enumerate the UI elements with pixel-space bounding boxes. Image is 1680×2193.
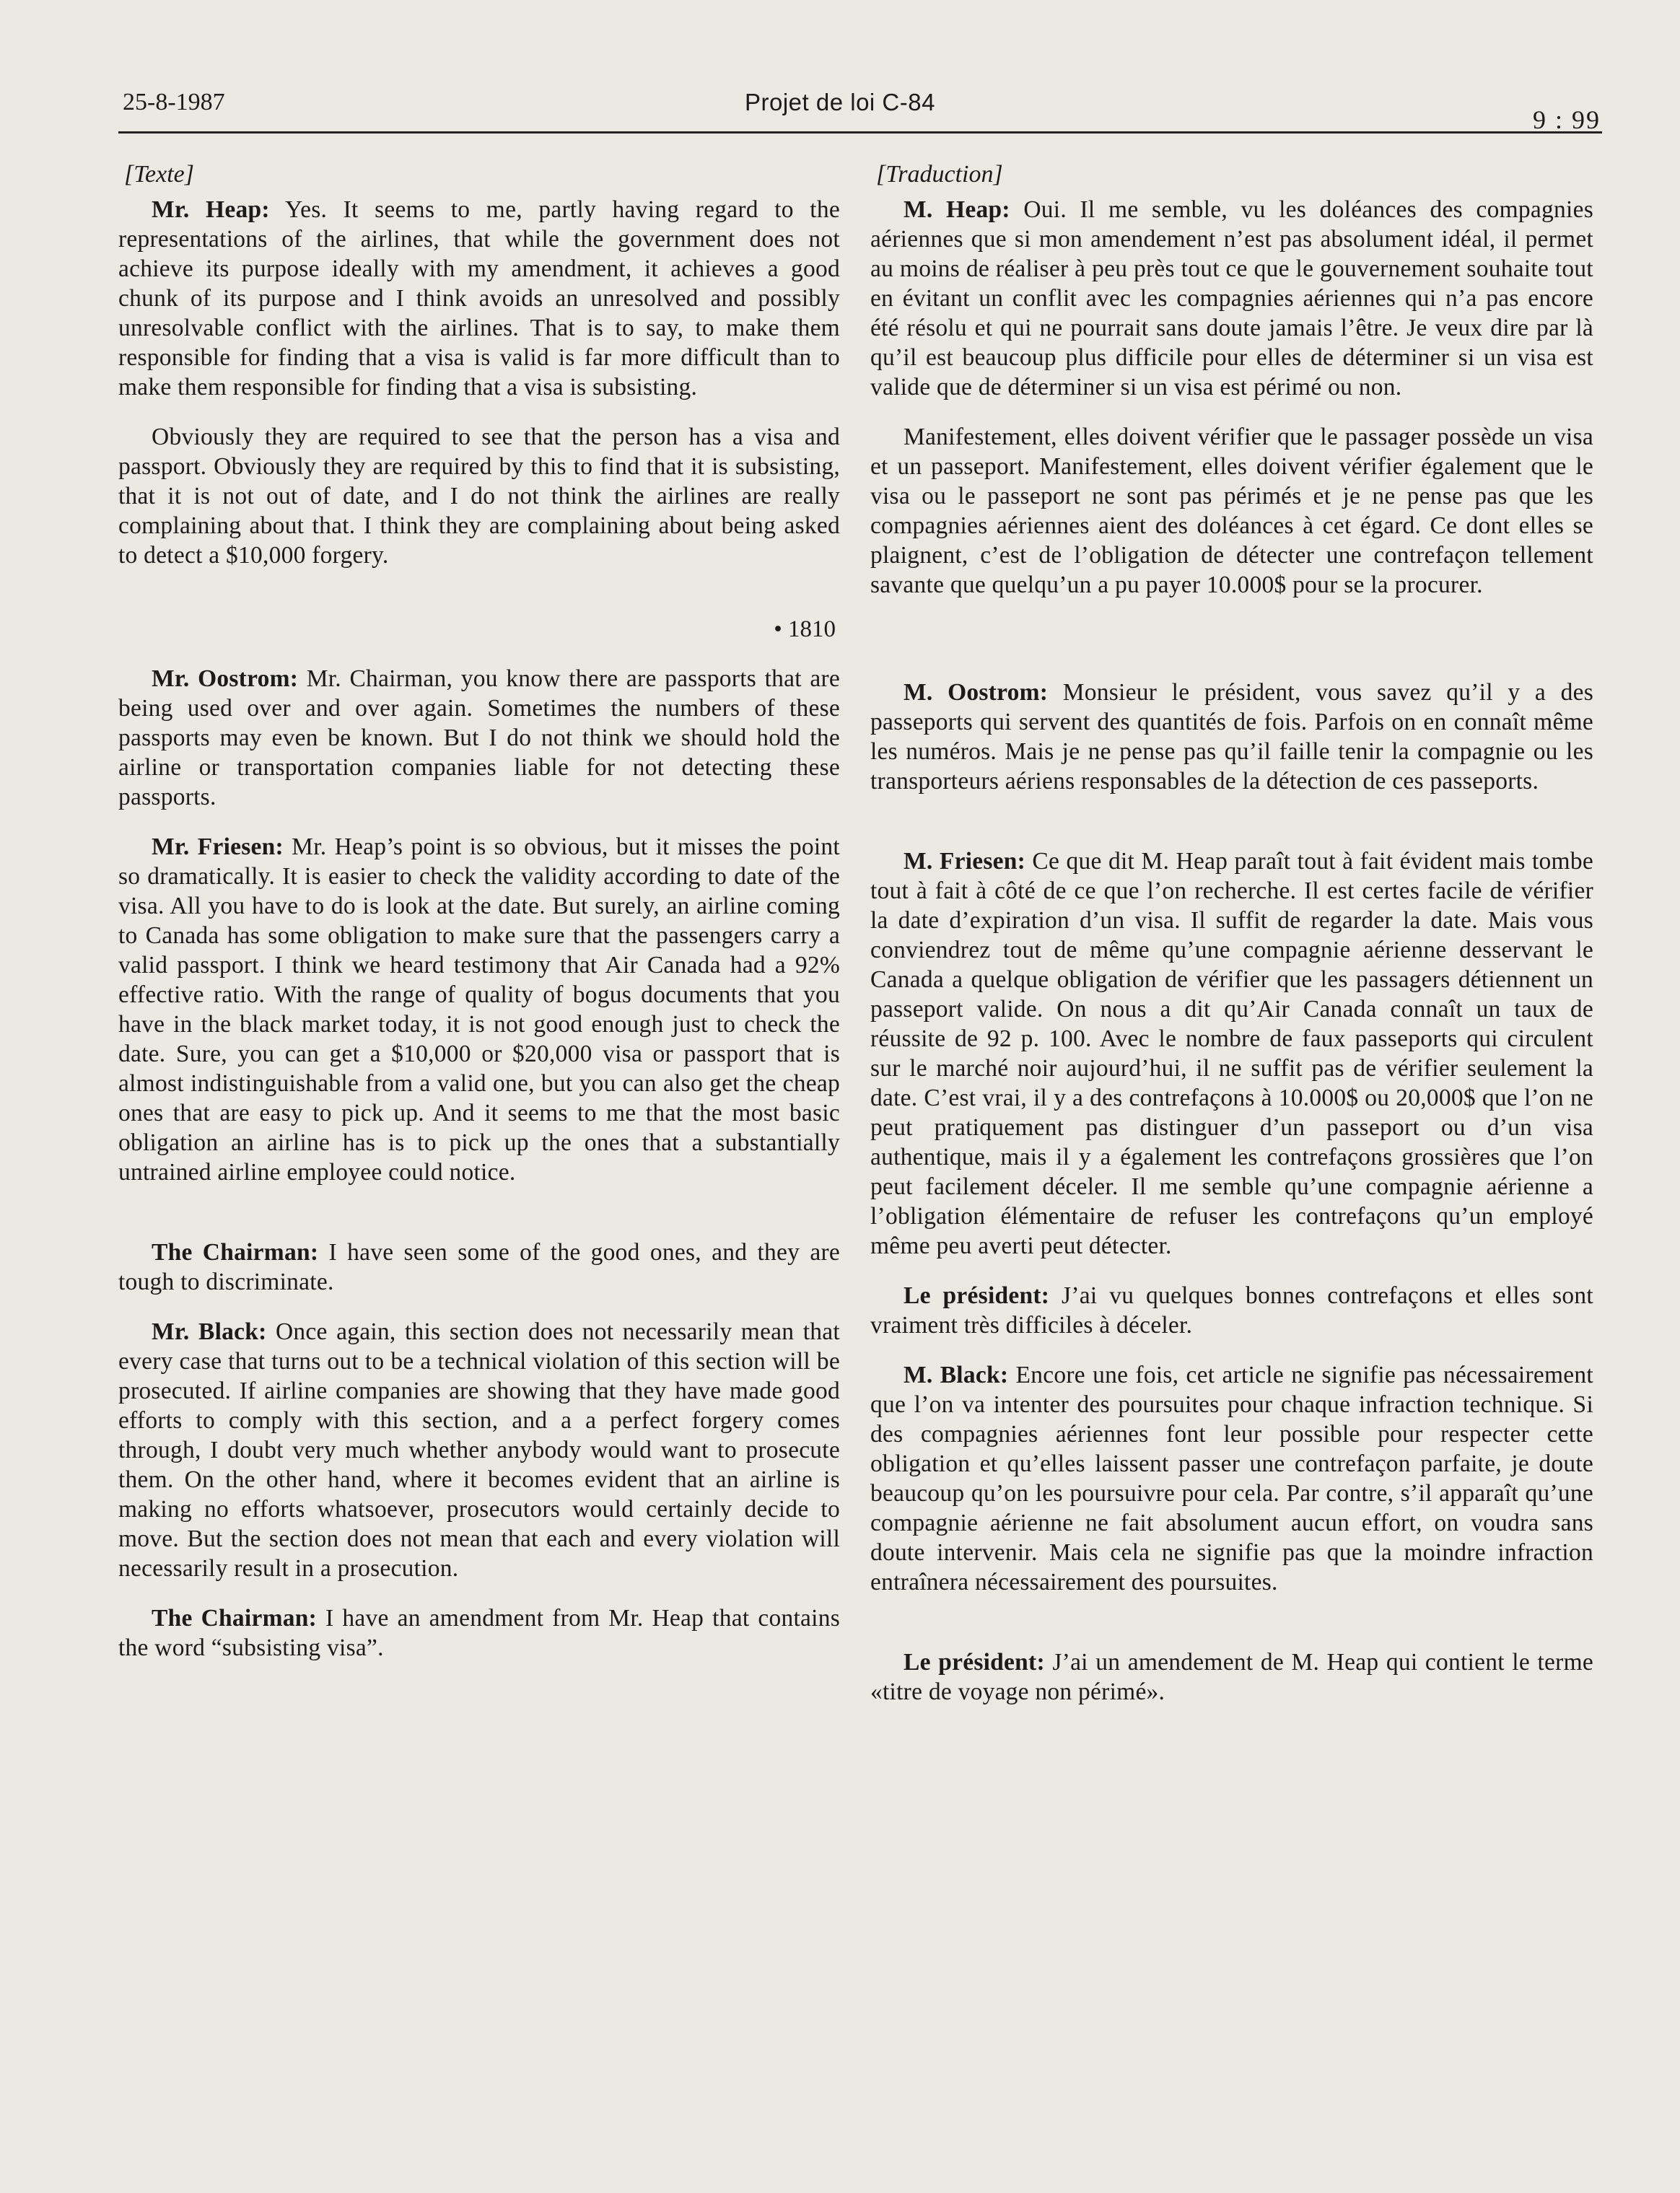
- header-rule: [118, 131, 1602, 133]
- paragraph-text: Oui. Il me semble, vu les doléances des compagnies aériennes que si mon amendement n’est pas absolument idéal, il permet au moins de réaliser à peu près tout ce que le gouvernement souhaite tout en évitant un conflit avec les compagnies aériennes qui n’a pas encore été résolu et qui ne pourrait sans doute jamais l’être. Je veux dire par là qu’il est beaucoup plus difficile pour elles de déterminer si un visa est valide que de déterminer si un visa est périmé ou non.: [870, 196, 1593, 400]
- paragraph-president-fr: [870, 1281, 1593, 1340]
- speaker-label: M. Friesen:: [904, 848, 1026, 875]
- speaker-label: M. Oostrom:: [904, 679, 1049, 706]
- paragraph-text: J’ai vu quelques bonnes contrefaçons et elles sont vraiment très difficiles à déceler.: [870, 1282, 1593, 1339]
- paragraph-heap-cont-fr: [870, 422, 1593, 600]
- column-label-traduction: [Traduction]: [876, 161, 1003, 188]
- speaker-label: Mr. Heap:: [152, 196, 270, 223]
- timestamp-marker: • 1810: [774, 616, 836, 642]
- paragraph-text: Ce que dit M. Heap paraît tout à fait évident mais tombe tout à fait à côté de ce que l’on recherche. Il est certes facile de vérifier la date d’expiration d’un visa. Il suffit de regarder la date. Mais vous conviendrez tout de même qu’une compagnie aérienne desservant le Canada a quelque obligation de vérifier que les passagers détiennent un passeport valide. On nous a dit qu’Air Canada connaît un taux de réussite de 92 p. 100. Avec le nombre de faux passeports qui circulent sur le marché noir aujourd’hui, il ne suffit pas de vérifier seulement la date. C’est vrai, il y a des contrefaçons à 10.000$ ou 20,000$ que l’on ne peut pratiquement pas distinguer d’un passeport ou d’un visa authentique, mais il y a également les contrefaçons grossières que l’on peut facilement déceler. Il me semble qu’une compagnie aérienne a l’obligation élémentaire de refuser les contrefaçons qu’un employé même peu averti peut détecter.: [870, 848, 1593, 1259]
- paragraph-text: Once again, this section does not necessarily mean that every case that turns out to be a technical violation of this section will be prosecuted. If airline companies are showing that they have made good efforts to comply with this section, and a a perfect forgery comes through, I doubt very much whether anybody would want to prosecute them. On the other hand, where it becomes evident that an airline is making no efforts whatsoever, prosecutors would certainly decide to move. But the section does not mean that each and every violation will necessarily result in a prosecution.: [118, 1318, 840, 1582]
- paragraph-black-fr: [870, 1360, 1593, 1597]
- paragraph-text: J’ai un amendement de M. Heap qui contient le terme «titre de voyage non périmé».: [870, 1649, 1593, 1705]
- paragraph-heap-en: [118, 195, 840, 402]
- paragraph-friesen-en: [118, 832, 840, 1187]
- paragraph-friesen-fr: [870, 846, 1593, 1261]
- paragraph-text: Manifestement, elles doivent vérifier que le passager possède un visa et un passeport. Manifestement, elles doivent vérifier également que le visa ou le passeport ne sont pas périmés et je ne pense pas que les compagnies aériennes aient des doléances à cet égard. Ce dont elles se plaignent, c’est de l’obligation de détecter une contrefaçon tellement savante que quelqu’un a pu payer 10.000$ pour se la procurer.: [870, 424, 1593, 598]
- paragraph-oostrom-fr: [870, 678, 1593, 796]
- header-date: 25-8-1987: [123, 89, 225, 115]
- speaker-label: Mr. Black:: [152, 1318, 267, 1345]
- speaker-label: M. Heap:: [904, 196, 1010, 223]
- header-page-number: 9 : 99: [1532, 105, 1601, 134]
- speaker-label: Mr. Friesen:: [152, 833, 284, 860]
- paragraph-text: Encore une fois, cet article ne signifie pas nécessairement que l’on va intenter des poursuites pour chaque infraction technique. Si des compagnies aériennes font leur possible pour respecter cette obligation et qu’elles laissent passer une contrefaçon parfaite, je doute beaucoup qu’on les poursuivre pour cela. Par contre, s’il apparaît qu’une compagnie aérienne ne fait absolument aucun effort, on voudra sans doute intervenir. Mais cela ne signifie pas que la moindre infraction entraînera nécessairement des poursuites.: [870, 1362, 1593, 1595]
- speaker-label: The Chairman:: [152, 1239, 319, 1266]
- speaker-label: Le président:: [904, 1649, 1045, 1676]
- speaker-label: The Chairman:: [152, 1605, 318, 1632]
- paragraph-text: Yes. It seems to me, partly having regard to the representations of the airlines, that while the government does not achieve its purpose ideally with my amendment, it achieves a good chunk of its purpose and I think avoids an unresolved and possibly unresolvable conflict with the airlines. That is to say, to make them responsible for finding that a visa is valid is far more difficult than to make them responsible for finding that a visa is subsisting.: [118, 196, 840, 400]
- paragraph-text: Mr. Chairman, you know there are passports that are being used over and over again. Sometimes the numbers of these passports may even be known. But I do not think we should hold the airline or transportation companies liable for not detecting these passports.: [118, 665, 840, 810]
- paragraph-heap-cont-en: [118, 422, 840, 570]
- paragraph-text: Monsieur le président, vous savez qu’il y a des passeports qui servent des quantités de fois. Parfois on en connaît même les numéros. Mais je ne pense pas qu’il faille tenir la compagnie ou les transporteurs aériens responsables de la détection de ces passeports.: [870, 679, 1593, 795]
- header-title: Projet de loi C-84: [745, 89, 935, 115]
- paragraph-heap-fr: [870, 195, 1593, 402]
- column-label-texte: [Texte]: [124, 161, 194, 188]
- paragraph-text: I have an amendment from Mr. Heap that contains the word “subsisting visa”.: [118, 1605, 840, 1661]
- french-column: [870, 149, 1593, 1727]
- paragraph-chairman-amendment-en: [118, 1603, 840, 1663]
- paragraph-text: Obviously they are required to see that the person has a visa and passport. Obviously they are required by this to find that it is subsisting, that it is not out of date, and I do not think the airlines are really complaining about that. I think they are complaining about being asked to detect a $10,000 forgery.: [118, 424, 840, 569]
- paragraph-chairman-en: [118, 1238, 840, 1297]
- paragraph-black-en: [118, 1317, 840, 1583]
- paragraph-text: I have seen some of the good ones, and they are tough to discriminate.: [118, 1239, 840, 1295]
- speaker-label: Le président:: [904, 1282, 1050, 1309]
- paragraph-oostrom-en: [118, 664, 840, 812]
- paragraph-text: Mr. Heap’s point is so obvious, but it misses the point so dramatically. It is easier to check the validity according to date of the visa. All you have to do is look at the date. But surely, an airline coming to Canada has some obligation to make sure that the passengers carry a valid passport. I think we heard testimony that Air Canada had a 92% effective ratio. With the range of quality of bogus documents that you have in the black market today, it is not good enough just to check the date. Sure, you can get a $10,000 or $20,000 visa or passport that is almost indistinguishable from a valid one, but you can also get the cheap ones that are easy to pick up. And it seems to me that the most basic obligation an airline has is to pick up the ones that a substantially untrained airline employee could notice.: [118, 833, 840, 1186]
- paragraph-president-amendment-fr: [870, 1647, 1593, 1707]
- speaker-label: M. Black:: [904, 1362, 1009, 1388]
- english-column: [118, 149, 840, 1683]
- speaker-label: Mr. Oostrom:: [152, 665, 299, 692]
